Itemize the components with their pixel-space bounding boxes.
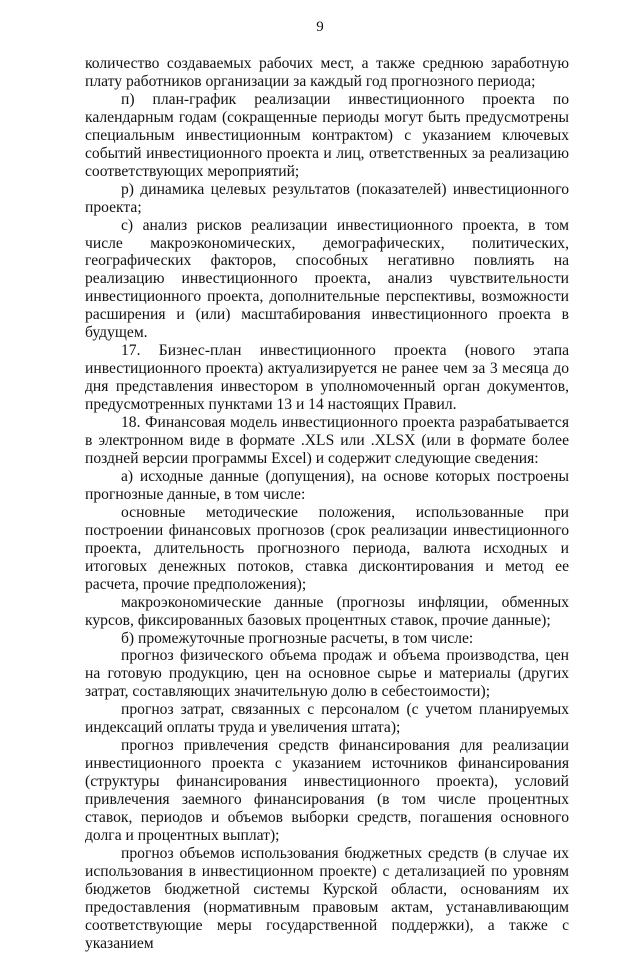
paragraph-item-b: б) промежуточные прогнозные расчеты, в том числе: — [121, 629, 474, 647]
paragraph-clause-17: 17. Бизнес-план инвестиционного проекта (нового этапа инвестиционного проекта) актуализируется не ранее чем за 3 месяца до дня представления инвестором в уполномоченный орган документов, предусмотренных пунктами 13 и 14 настоящих Правил. — [85, 342, 569, 414]
paragraph-item-r: р) динамика целевых результатов (показателей) инвестиционного проекта; — [85, 180, 569, 216]
document-body — [85, 55, 569, 953]
paragraph-clause-18: 18. Финансовая модель инвестиционного проекта разрабатывается в электронном виде в формате .XLS или .XLSX (или в формате более поздней версии программы Excel) и содержит следующие сведения: — [85, 414, 569, 467]
paragraph-budget-forecast: прогноз объемов использования бюджетных средств (в случае их использования в инвестиционном проекте) с детализацией по уровням бюджетов бюджетной системы Курской области, основаниям их предоставления (нормативным правовым актам, устанавливающим соответствующие меры государственной поддержки), а также с указанием — [85, 844, 569, 952]
paragraph-financing-forecast: прогноз привлечения средств финансирования для реализации инвестиционного проекта с указанием источников финансирования (структуры финансирования инвестиционного проекта), условий привлечения заемного финансирования (в том числе процентных ставок, периодов и объемов выборки средств, погашения основного долга и процентных выплат); — [85, 737, 569, 844]
paragraph-item-p: п) план-график реализации инвестиционного проекта по календарным годам (сокращенные периоды могут быть предусмотрены специальным инвестиционным контрактом) с указанием ключевых событий инвестиционного проекта и лиц, ответственных за реализацию соответствующих мероприятий; — [85, 90, 569, 180]
paragraph-item-s: с) анализ рисков реализации инвестиционного проекта, в том числе макроэкономических, демографических, политических, географических факторов, способных негативно повлиять на реализацию инвестиционного проекта, анализ чувствительности инвестиционного проекта, дополнительные перспективы, возможности расширения и (или) масштабирования инвестиционного проекта в будущем. — [85, 216, 569, 342]
paragraph-methodology: основные методические положения, использованные при построении финансовых прогнозов (срок реализации инвестиционного проекта, длительность прогнозного периода, валюта исходных и итоговых денежных потоков, ставка дисконтирования и метод ее расчета, прочие предположения); — [85, 503, 569, 593]
paragraph-employment: количество создаваемых рабочих мест, а также среднюю заработную плату работников организации за каждый год прогнозного периода; — [85, 55, 569, 90]
paragraph-item-a: а) исходные данные (допущения), на основе которых построены прогнозные данные, в том числе: — [85, 467, 569, 503]
paragraph-sales-forecast: прогноз физического объема продаж и объема производства, цен на готовую продукцию, цен на основное сырье и материалы (других затрат, составляющих значительную долю в себестоимости); — [85, 647, 569, 701]
paragraph-macroeconomic: макроэкономические данные (прогнозы инфляции, обменных курсов, фиксированных базовых процентных ставок, прочие данные); — [85, 593, 569, 629]
page-number: 9 — [316, 19, 324, 35]
paragraph-personnel-forecast: прогноз затрат, связанных с персоналом (с учетом планируемых индексаций оплаты труда и увеличения штата); — [85, 701, 569, 737]
